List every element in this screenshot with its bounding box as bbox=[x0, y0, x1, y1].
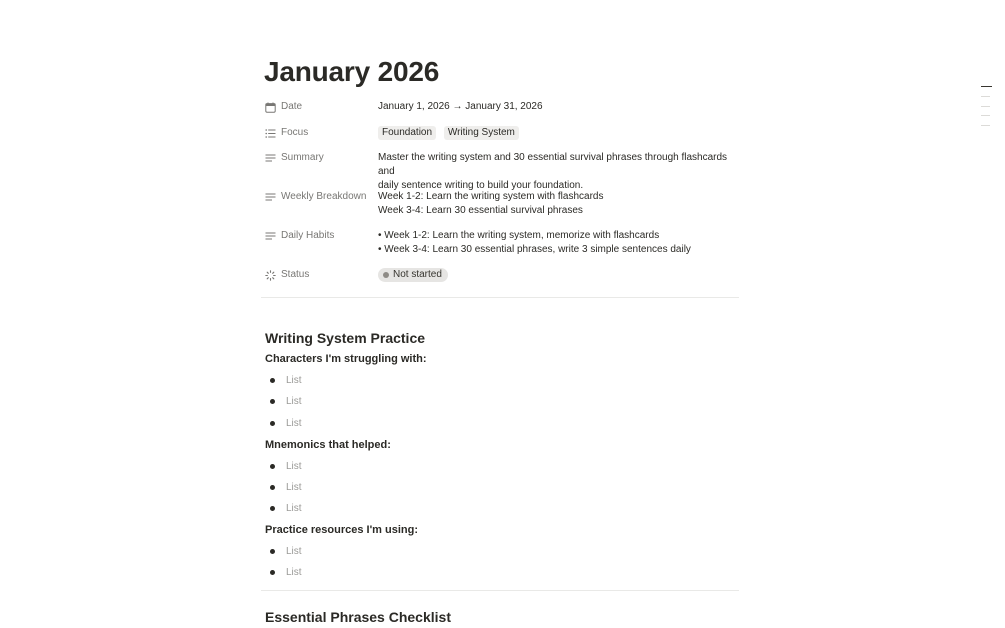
focus-tag-writing-system[interactable]: Writing System bbox=[444, 126, 519, 140]
habits-line: • Week 1-2: Learn the writing system, memorize with flashcards bbox=[378, 230, 660, 241]
list-item-placeholder: List bbox=[286, 461, 302, 472]
property-weekly-breakdown[interactable] bbox=[264, 186, 740, 218]
property-weekly-label-cell[interactable] bbox=[264, 186, 378, 218]
property-date-label-cell[interactable] bbox=[264, 96, 378, 114]
focus-tag-foundation[interactable]: Foundation bbox=[378, 126, 436, 140]
page-title[interactable]: January 2026 bbox=[264, 56, 440, 87]
list-item-placeholder: List bbox=[286, 482, 302, 493]
list-item[interactable] bbox=[270, 461, 302, 472]
status-spinner-icon bbox=[264, 269, 276, 281]
property-habits-value[interactable] bbox=[378, 225, 740, 257]
list-item[interactable] bbox=[270, 418, 302, 429]
property-date-value[interactable]: January 1, 2026 → January 31, 2026 bbox=[378, 101, 543, 112]
property-habits-label: Daily Habits bbox=[281, 230, 335, 241]
toc-entry[interactable] bbox=[981, 106, 990, 107]
calendar-icon bbox=[264, 101, 276, 113]
list-item[interactable] bbox=[270, 503, 302, 514]
text-lines-icon bbox=[264, 152, 276, 164]
property-weekly-label: Weekly Breakdown bbox=[281, 191, 367, 202]
list-item-placeholder: List bbox=[286, 546, 302, 557]
bullet-dot-icon bbox=[270, 378, 275, 383]
property-focus-label-cell[interactable] bbox=[264, 122, 378, 140]
property-status[interactable] bbox=[264, 264, 740, 283]
section-heading-phrases-checklist[interactable]: Essential Phrases Checklist bbox=[265, 609, 451, 625]
toc-entry[interactable] bbox=[981, 125, 990, 126]
list-item[interactable] bbox=[270, 546, 302, 557]
property-habits-label-cell[interactable] bbox=[264, 225, 378, 257]
summary-line: daily sentence writing to build your foundation. bbox=[378, 180, 584, 191]
status-badge[interactable] bbox=[378, 268, 448, 282]
habits-line: • Week 3-4: Learn 30 essential phrases, write 3 simple sentences daily bbox=[378, 244, 691, 255]
property-status-label-cell[interactable] bbox=[264, 264, 378, 283]
property-date-label: Date bbox=[281, 101, 303, 112]
list-item[interactable] bbox=[270, 567, 302, 578]
property-status-label: Status bbox=[281, 269, 310, 280]
property-summary-label: Summary bbox=[281, 152, 324, 163]
list-item-placeholder: List bbox=[286, 418, 302, 429]
property-status-value[interactable] bbox=[378, 264, 740, 283]
list-item[interactable] bbox=[270, 396, 302, 407]
list-item-placeholder: List bbox=[286, 375, 302, 386]
section-heading-writing-practice[interactable]: Writing System Practice bbox=[265, 330, 426, 346]
bullet-dot-icon bbox=[270, 485, 275, 490]
section-divider bbox=[261, 590, 739, 591]
properties-divider bbox=[261, 297, 739, 298]
subheading-practice-resources[interactable]: Practice resources I'm using: bbox=[265, 524, 419, 536]
toc-entry-active[interactable] bbox=[981, 86, 992, 87]
bullet-dot-icon bbox=[270, 570, 275, 575]
property-focus-label: Focus bbox=[281, 127, 309, 138]
toc-entry[interactable] bbox=[981, 96, 990, 97]
weekly-line: Week 1-2: Learn the writing system with flashcards bbox=[378, 191, 604, 202]
property-focus[interactable] bbox=[264, 122, 740, 140]
property-focus-value[interactable] bbox=[378, 122, 740, 140]
text-lines-icon bbox=[264, 191, 276, 203]
list-item[interactable] bbox=[270, 375, 302, 386]
summary-line: Master the writing system and 30 essential survival phrases through flashcards and bbox=[378, 152, 728, 177]
bullet-dot-icon bbox=[270, 399, 275, 404]
list-item-placeholder: List bbox=[286, 396, 302, 407]
weekly-line: Week 3-4: Learn 30 essential survival phrases bbox=[378, 205, 583, 216]
property-date[interactable] bbox=[264, 96, 740, 114]
bullet-dot-icon bbox=[270, 506, 275, 511]
list-item-placeholder: List bbox=[286, 503, 302, 514]
list-item-placeholder: List bbox=[286, 567, 302, 578]
text-lines-icon bbox=[264, 230, 276, 242]
bullet-dot-icon bbox=[270, 464, 275, 469]
subheading-mnemonics[interactable]: Mnemonics that helped: bbox=[265, 439, 391, 451]
bullet-dot-icon bbox=[270, 421, 275, 426]
list-icon bbox=[264, 127, 276, 139]
list-item[interactable] bbox=[270, 482, 302, 493]
status-dot-icon bbox=[383, 272, 389, 278]
bullet-dot-icon bbox=[270, 549, 275, 554]
status-text: Not started bbox=[393, 269, 442, 280]
subheading-struggling-characters[interactable]: Characters I'm struggling with: bbox=[265, 353, 427, 365]
property-daily-habits[interactable] bbox=[264, 225, 740, 257]
toc-entry[interactable] bbox=[981, 115, 990, 116]
property-weekly-value[interactable] bbox=[378, 186, 740, 218]
